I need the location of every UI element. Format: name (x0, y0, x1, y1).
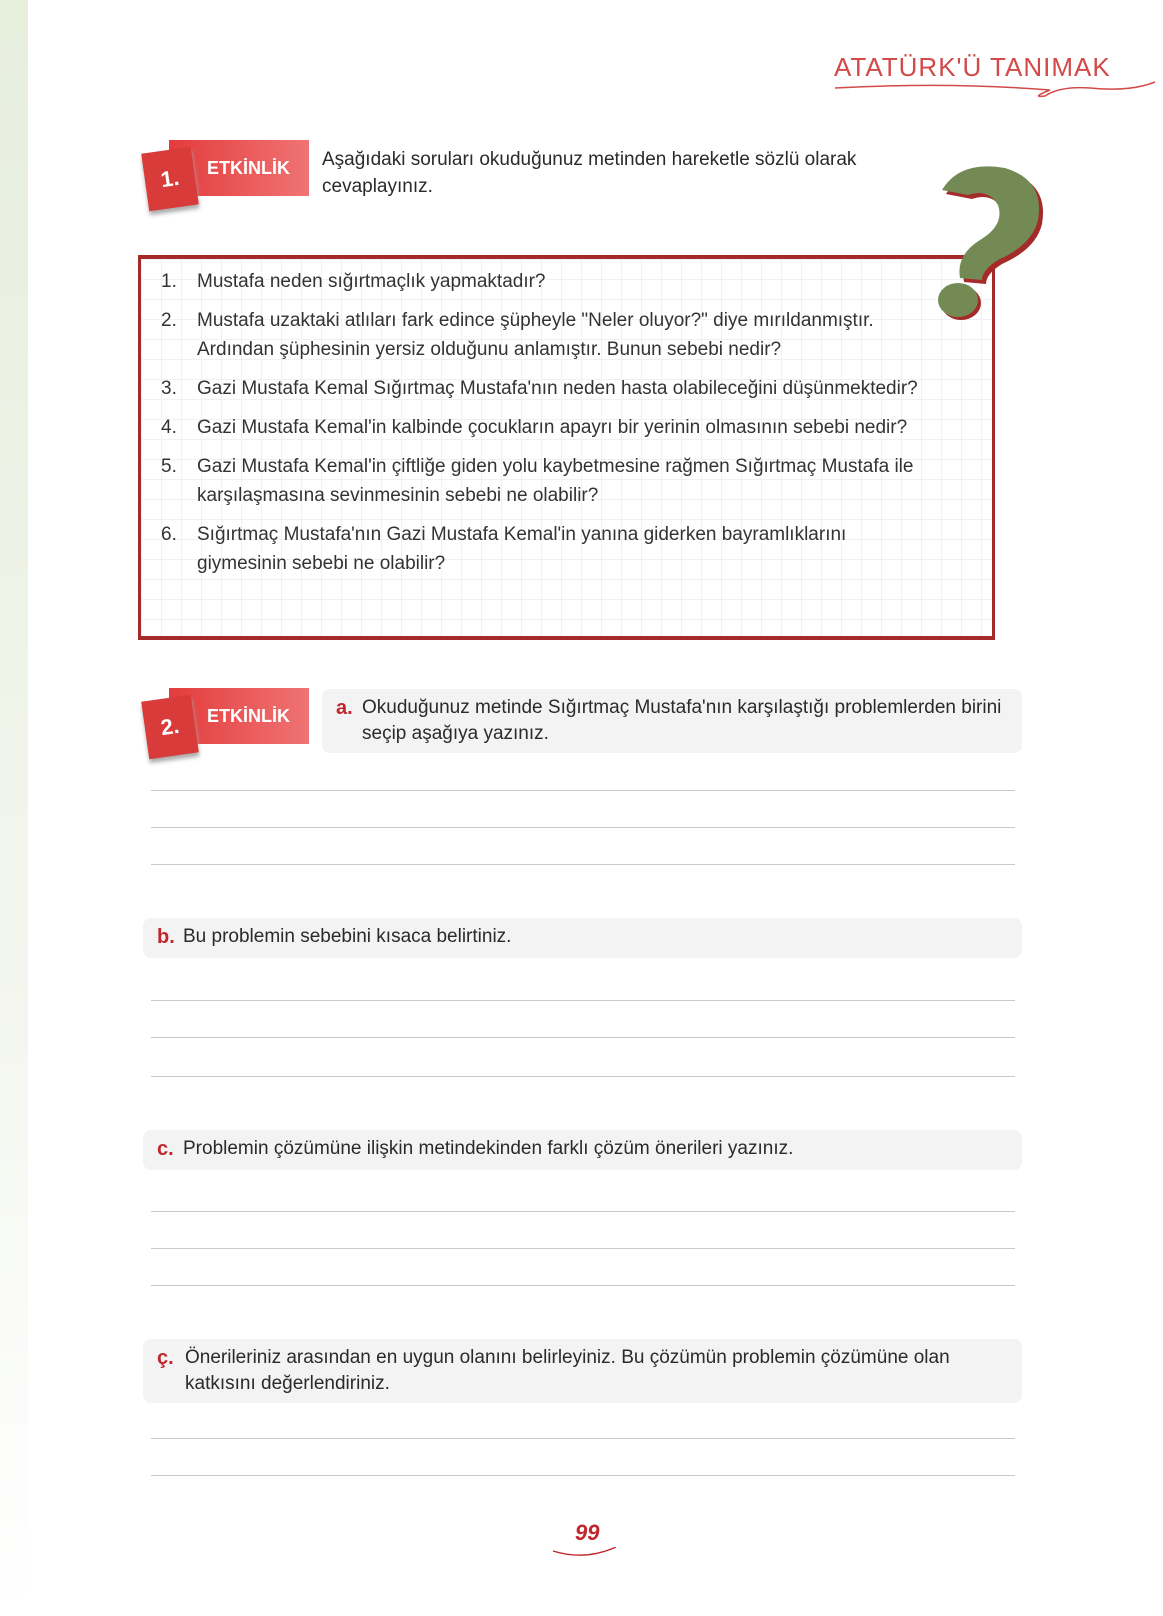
answer-line[interactable] (151, 790, 1015, 791)
prompt-c: c. Problemin çözümüne ilişkin metindekinden farklı çözüm önerileri yazınız. (143, 1130, 1022, 1170)
answer-line[interactable] (151, 864, 1015, 865)
answer-line[interactable] (151, 1076, 1015, 1077)
question-1: 1. Mustafa neden sığırtmaçlık yapmaktadır? (161, 271, 546, 292)
answer-line[interactable] (151, 1438, 1015, 1439)
answer-line[interactable] (151, 827, 1015, 828)
answer-line[interactable] (151, 1037, 1015, 1038)
answer-line[interactable] (151, 1211, 1015, 1212)
prompt-b: b. Bu problemin sebebini kısaca belirtiniz. (143, 918, 1022, 958)
question-5: 5. Gazi Mustafa Kemal'in çiftliğe giden yolu kaybetmesine rağmen Sığırtmaç Mustafa ile karşılaşmasına sevinmesinin sebebi ne olabilir? (161, 456, 914, 506)
activity-2-badge (145, 688, 305, 754)
prompt-cc: ç. Önerileriniz arasından en uygun olanını belirleyiniz. Bu çözümün problemin çözümüne olan katkısını değerlendiriniz. (143, 1339, 1022, 1403)
page-number-swash (550, 1547, 620, 1567)
question-4: 4. Gazi Mustafa Kemal'in kalbinde çocukların apayrı bir yerinin olmasının sebebi nedir? (161, 417, 908, 438)
question-3: 3. Gazi Mustafa Kemal Sığırtmaç Mustafa'nın neden hasta olabileceğini düşünmektedir? (161, 378, 918, 399)
questions-box (138, 255, 995, 640)
activity-label: ETKİNLİK (169, 688, 309, 744)
side-strip (0, 0, 28, 1616)
header-underline (830, 80, 1160, 105)
activity-number: 2. (141, 695, 199, 759)
question-2: 2. Mustafa uzaktaki atlıları fark edince şüpheyle "Neler oluyor?" diye mırıldanmıştır. Ardından şüphesinin yersiz olduğunu anlamıştır. Bunun sebebi nedir? (161, 310, 874, 360)
activity-label: ETKİNLİK (169, 140, 309, 196)
activity-number: 1. (141, 147, 199, 211)
answer-line[interactable] (151, 1248, 1015, 1249)
prompt-a: a. Okuduğunuz metinde Sığırtmaç Mustafa'nın karşılaştığı problemlerden birini seçip aşağıya yazınız. (322, 689, 1022, 753)
page-number: 99 (575, 1520, 600, 1545)
question-6: 6. Sığırtmaç Mustafa'nın Gazi Mustafa Kemal'in yanına giderken bayramlıklarını giymesinin sebebi ne olabilir? (161, 524, 847, 574)
activity-1-instruction: Aşağıdaki soruları okuduğunuz metinden hareketle sözlü olarak cevaplayınız. (322, 149, 857, 197)
activity-1-badge (145, 140, 305, 206)
answer-line[interactable] (151, 1000, 1015, 1001)
question-mark-icon (920, 160, 1045, 320)
answer-line[interactable] (151, 1475, 1015, 1476)
section-title: ATATÜRK'Ü TANIMAK (834, 52, 1111, 82)
answer-line[interactable] (151, 1285, 1015, 1286)
